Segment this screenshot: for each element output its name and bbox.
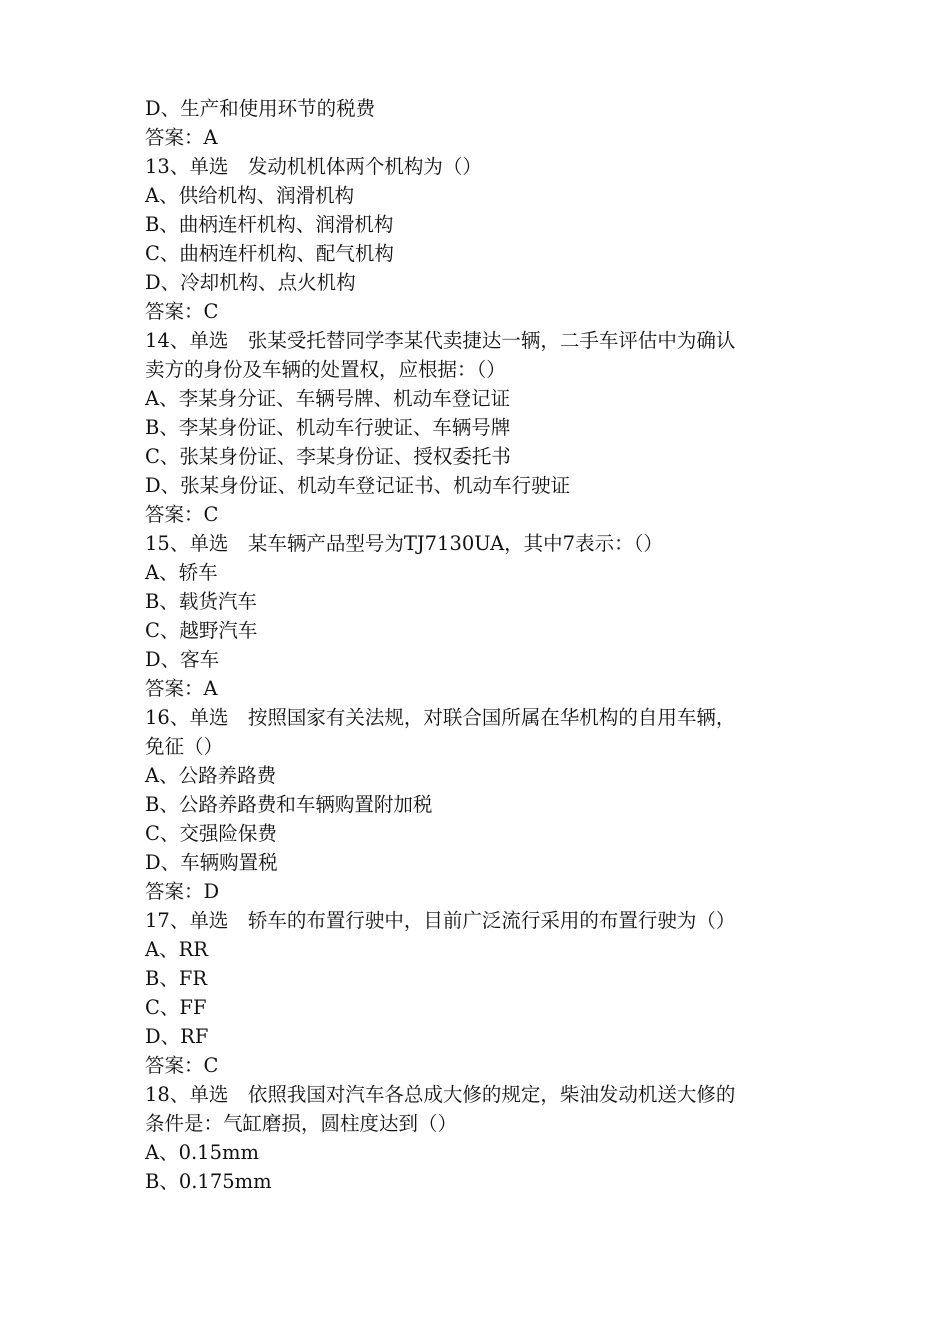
question-17: 17、单选 轿车的布置行驶中，目前广泛流行采用的布置行驶为（） [145, 909, 736, 932]
option-c: C、越野汽车 [145, 619, 258, 642]
answer: 答案：D [145, 880, 220, 903]
question-18-continued: 条件是：气缸磨损，圆柱度达到（） [145, 1112, 458, 1135]
option-d: D、客车 [145, 648, 220, 671]
option-d: D、生产和使用环节的税费 [145, 97, 376, 120]
question-16-continued: 免征（） [145, 735, 224, 758]
option-c: C、FF [145, 996, 207, 1019]
answer: 答案：A [145, 126, 218, 149]
answer: 答案：C [145, 300, 219, 323]
option-c: C、交强险保费 [145, 822, 277, 845]
question-15: 15、单选 某车辆产品型号为TJ7130UA，其中7表示：（） [145, 532, 663, 555]
option-b: B、载货汽车 [145, 590, 257, 613]
option-a: A、轿车 [145, 561, 218, 584]
option-a: A、RR [145, 938, 208, 961]
option-d: D、RF [145, 1025, 209, 1048]
option-a: A、供给机构、润滑机构 [145, 184, 355, 207]
option-b: B、曲柄连杆机构、润滑机构 [145, 213, 394, 236]
option-d: D、车辆购置税 [145, 851, 278, 874]
option-b: B、公路养路费和车辆购置附加税 [145, 793, 433, 816]
option-a: A、李某身分证、车辆号牌、机动车登记证 [145, 387, 511, 410]
answer: 答案：C [145, 503, 219, 526]
question-16: 16、单选 按照国家有关法规，对联合国所属在华机构的自用车辆， [145, 706, 736, 729]
answer: 答案：A [145, 677, 218, 700]
option-c: C、张某身份证、李某身份证、授权委托书 [145, 445, 511, 468]
option-a: A、公路养路费 [145, 764, 277, 787]
question-13: 13、单选 发动机机体两个机构为（） [145, 155, 482, 178]
document-body [145, 94, 815, 1196]
question-14-continued: 卖方的身份及车辆的处置权，应根据：（） [145, 358, 506, 381]
option-b: B、0.175mm [145, 1170, 272, 1193]
option-a: A、0.15mm [145, 1141, 259, 1164]
answer: 答案：C [145, 1054, 219, 1077]
option-d: D、张某身份证、机动车登记证书、机动车行驶证 [145, 474, 571, 497]
question-14: 14、单选 张某受托替同学李某代卖捷达一辆，二手车评估中为确认 [145, 329, 736, 352]
question-18: 18、单选 依照我国对汽车各总成大修的规定，柴油发动机送大修的 [145, 1083, 736, 1106]
option-b: B、李某身份证、机动车行驶证、车辆号牌 [145, 416, 511, 439]
option-b: B、FR [145, 967, 208, 990]
option-d: D、冷却机构、点火机构 [145, 271, 356, 294]
option-c: C、曲柄连杆机构、配气机构 [145, 242, 394, 265]
